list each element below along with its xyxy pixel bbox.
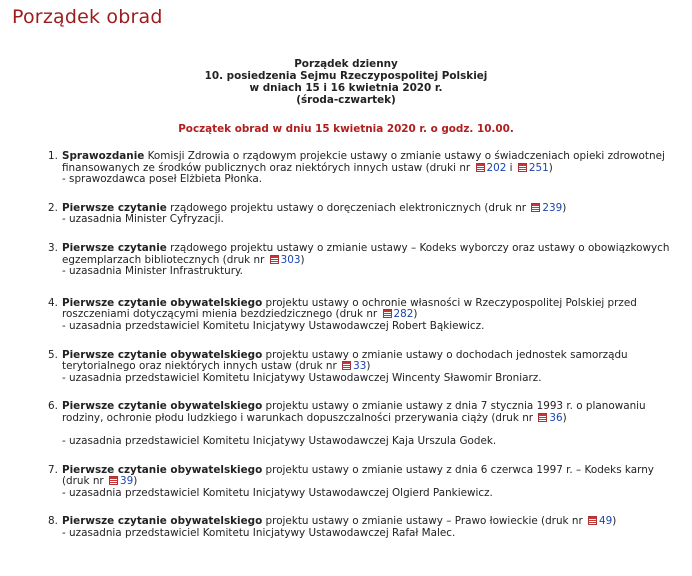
header-line-2: 10. posiedzenia Sejmu Rzeczypospolitej Polskiej xyxy=(204,70,488,82)
item-number: 3. xyxy=(48,241,58,254)
agenda-item xyxy=(0,516,680,539)
start-notice: Początek obrad w dniu 15 kwietnia 2020 r. o godz. 10.00. xyxy=(178,123,514,135)
document-icon xyxy=(538,413,547,422)
item-note: - uzasadnia przedstawiciel Komitetu Inicjatywy Ustawodawczej Wincenty Sławomir Broniarz. xyxy=(62,371,542,384)
item-text: projektu ustawy o zmianie ustawy – Prawo łowieckie (druk nr xyxy=(262,515,587,528)
item-number: 5. xyxy=(48,348,58,361)
item-type: Pierwsze czytanie xyxy=(62,201,167,214)
item-note: - uzasadnia przedstawiciel Komitetu Inicjatywy Ustawodawczej Kaja Urszula Godek. xyxy=(62,435,497,448)
item-text: projektu ustawy o zmianie ustawy z dnia 6 czerwca 1997 r. – Kodeks karny (druk nr xyxy=(62,463,654,488)
item-note: - sprawozdawca poseł Elżbieta Płonka. xyxy=(62,173,263,186)
agenda-header xyxy=(0,58,692,106)
document-icon xyxy=(383,309,392,318)
document-icon xyxy=(531,203,540,212)
agenda-item xyxy=(0,243,680,278)
item-type: Sprawozdanie xyxy=(62,150,145,162)
print-link[interactable]: 202 xyxy=(486,161,507,174)
page-title: Porządek obrad xyxy=(12,6,163,28)
agenda-list xyxy=(0,151,680,540)
agenda-item xyxy=(0,401,680,447)
item-text-end: ) xyxy=(300,253,305,266)
header-line-1: Porządek dzienny xyxy=(294,58,398,70)
print-link[interactable]: 49 xyxy=(599,515,613,528)
print-link[interactable]: 282 xyxy=(393,308,414,321)
item-note: - uzasadnia przedstawiciel Komitetu Inicjatywy Ustawodawczej Rafał Malec. xyxy=(62,527,456,540)
item-type: Pierwsze czytanie obywatelskiego xyxy=(62,348,263,361)
print-link[interactable]: 36 xyxy=(549,411,563,424)
item-number: 6. xyxy=(48,400,58,413)
item-number: 4. xyxy=(48,296,58,309)
print-link[interactable]: 239 xyxy=(542,201,563,214)
item-type: Pierwsze czytanie obywatelskiego xyxy=(62,515,263,528)
item-type: Pierwsze czytanie obywatelskiego xyxy=(62,400,263,413)
item-text: rządowego projektu ustawy o doręczeniach elektronicznych (druk nr xyxy=(166,201,530,214)
item-type: Pierwsze czytanie obywatelskiego xyxy=(62,296,263,309)
item-text: projektu ustawy o zmianie ustawy o dochodach jednostek samorządu terytorialnego oraz niektórych innych ustaw (druk nr xyxy=(62,348,628,373)
agenda-item xyxy=(0,350,680,385)
agenda-item xyxy=(0,298,680,333)
document-icon xyxy=(518,163,527,172)
print-link[interactable]: 303 xyxy=(280,253,301,266)
item-number: 8. xyxy=(48,515,58,528)
item-text-end: ) xyxy=(133,475,138,488)
item-note: - uzasadnia przedstawiciel Komitetu Inicjatywy Ustawodawczej Olgierd Pankiewicz. xyxy=(62,486,493,499)
item-note: - uzasadnia przedstawiciel Komitetu Inicjatywy Ustawodawczej Robert Bąkiewicz. xyxy=(62,319,485,332)
agenda-item xyxy=(0,203,680,226)
item-note: - uzasadnia Minister Infrastruktury. xyxy=(62,265,243,278)
item-text: projektu ustawy o ochronie własności w Rzeczypospolitej Polskiej przed roszczeniami dotyczącymi mienia bezdziedzicznego (druk nr xyxy=(62,296,637,321)
document-icon xyxy=(270,255,279,264)
item-text: projektu ustawy o zmianie ustawy z dnia 7 stycznia 1993 r. o planowaniu rodziny, ochronie płodu ludzkiego i warunkach dopuszczalności przerywania ciąży (druk nr xyxy=(62,400,646,424)
agenda-item xyxy=(0,465,680,500)
document-icon xyxy=(109,476,118,485)
item-number: 7. xyxy=(48,463,58,476)
item-text-end: ) xyxy=(413,308,418,321)
item-number: 1. xyxy=(48,150,58,162)
print-link[interactable]: 251 xyxy=(528,161,549,174)
header-line-3: w dniach 15 i 16 kwietnia 2020 r. xyxy=(249,82,443,94)
print-link[interactable]: 39 xyxy=(120,475,134,488)
document-icon xyxy=(342,361,351,370)
header-line-4: (środa-czwartek) xyxy=(296,94,396,106)
item-text: rządowego projektu ustawy o zmianie ustawy – Kodeks wyborczy oraz ustawy o obowiązkowych egzemplarzach bibliotecznych (druk nr xyxy=(62,241,670,266)
item-note: - uzasadnia Minister Cyfryzacji. xyxy=(62,213,224,226)
print-link[interactable]: 33 xyxy=(353,360,367,373)
item-type: Pierwsze czytanie xyxy=(62,241,167,254)
item-text-end: ) xyxy=(612,515,617,528)
item-type: Pierwsze czytanie obywatelskiego xyxy=(62,463,263,476)
item-text-end: ) xyxy=(548,161,553,174)
item-number: 2. xyxy=(48,201,58,214)
document-icon xyxy=(588,516,597,525)
item-text: Komisji Zdrowia o rządowym projekcie ustawy o zmianie ustawy o świadczeniach opieki zdrowotnej finansowanych ze środków publicznych oraz niektórych innych ustaw (druki nr xyxy=(62,150,665,174)
agenda-item xyxy=(0,151,680,186)
item-text-between: i xyxy=(506,161,516,174)
document-icon xyxy=(476,163,485,172)
item-text-end: ) xyxy=(562,201,567,214)
item-text-end: ) xyxy=(366,360,371,373)
item-text-end: ) xyxy=(562,411,567,424)
